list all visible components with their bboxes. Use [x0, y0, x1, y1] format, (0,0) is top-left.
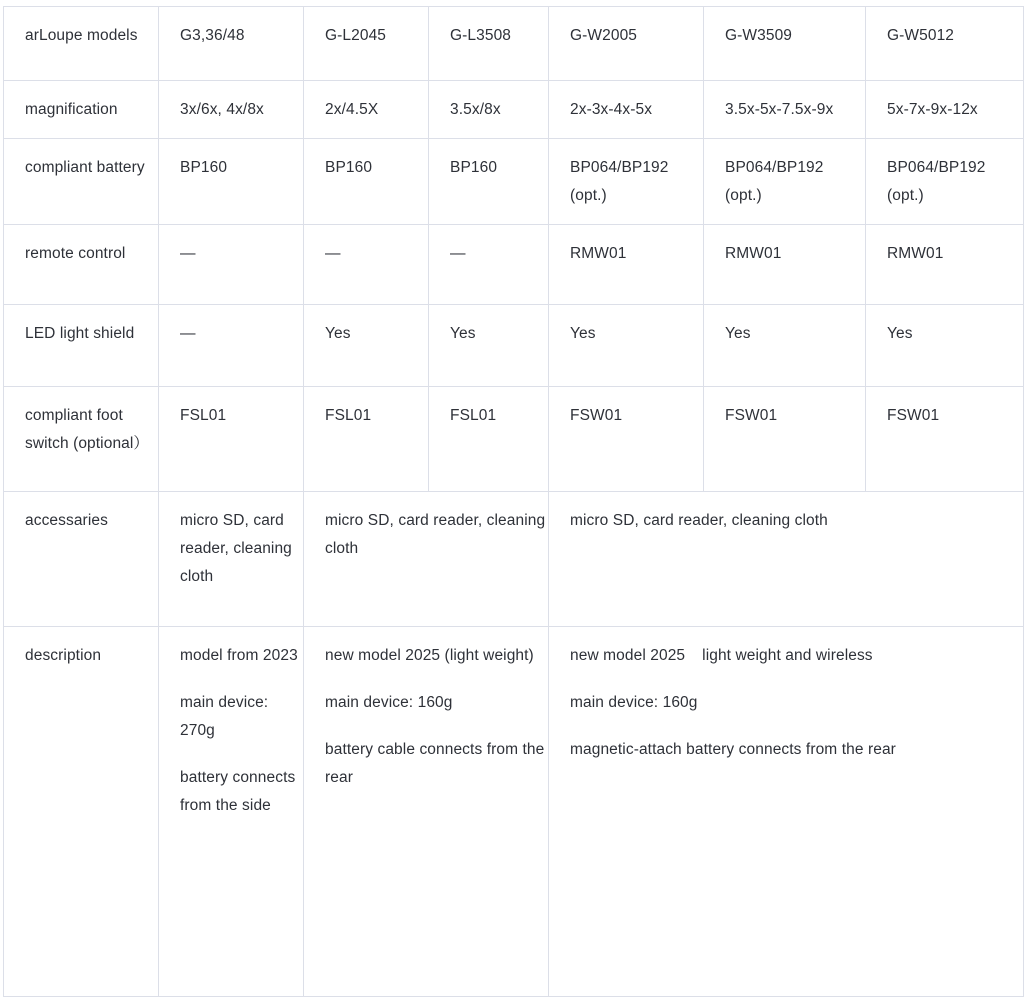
cell-remote-gl3508: — [429, 225, 549, 305]
cell-footswitch-gw5012: FSW01 [866, 387, 1024, 492]
cell-models-gw5012: G-W5012 [866, 7, 1024, 81]
cell-remote-gl2045: — [304, 225, 429, 305]
description-w-paragraph-2: main device: 160g [570, 694, 698, 711]
cell-description-l-series [304, 627, 549, 997]
cell-accessaries-l-series: micro SD, card reader, cleaning cloth [304, 492, 549, 627]
table-row-remote-control [4, 225, 1024, 305]
table-row-description [4, 627, 1024, 997]
description-w-paragraph-3: magnetic-attach battery connects from the rear [570, 741, 896, 758]
row-header-compliant-foot-switch: compliant foot switch (optional） [4, 387, 159, 492]
description-l-paragraph-2: main device: 160g [325, 694, 453, 711]
table-row-compliant-foot-switch [4, 387, 1024, 492]
cell-models-gw3509: G-W3509 [704, 7, 866, 81]
battery-model-gw5012: BP064/BP192 [887, 159, 986, 176]
row-header-led-light-shield: LED light shield [4, 305, 159, 387]
cell-footswitch-gl3508: FSL01 [429, 387, 549, 492]
battery-model-gw3509: BP064/BP192 [725, 159, 824, 176]
cell-footswitch-gl2045: FSL01 [304, 387, 429, 492]
row-header-compliant-battery: compliant battery [4, 139, 159, 225]
cell-magnification-gw3509: 3.5x-5x-7.5x-9x [704, 81, 866, 139]
cell-battery-g3: BP160 [159, 139, 304, 225]
cell-accessaries-g3: micro SD, card reader, cleaning cloth [159, 492, 304, 627]
cell-magnification-gl2045: 2x/4.5X [304, 81, 429, 139]
cell-led-gl3508: Yes [429, 305, 549, 387]
cell-magnification-gw2005: 2x-3x-4x-5x [549, 81, 704, 139]
cell-led-g3: — [159, 305, 304, 387]
cell-remote-gw3509: RMW01 [704, 225, 866, 305]
cell-models-gl2045: G-L2045 [304, 7, 429, 81]
cell-remote-g3: — [159, 225, 304, 305]
cell-footswitch-gw2005: FSW01 [549, 387, 704, 492]
description-w-model-text: new model 2025 [570, 647, 686, 664]
cell-footswitch-g3: FSL01 [159, 387, 304, 492]
cell-led-gl2045: Yes [304, 305, 429, 387]
row-header-models: arLoupe models [4, 7, 159, 81]
description-l-paragraph-1: new model 2025 (light weight) [325, 647, 534, 664]
cell-led-gw5012: Yes [866, 305, 1024, 387]
cell-models-gw2005: G-W2005 [549, 7, 704, 81]
description-l-paragraph-3: battery cable connects from the rear [325, 741, 545, 786]
description-w-feature-text: light weight and wireless [702, 647, 873, 664]
cell-remote-gw5012: RMW01 [866, 225, 1024, 305]
cell-battery-gw2005 [549, 139, 704, 225]
cell-battery-gl3508: BP160 [429, 139, 549, 225]
cell-battery-gl2045: BP160 [304, 139, 429, 225]
cell-description-g3 [159, 627, 304, 997]
cell-led-gw2005: Yes [549, 305, 704, 387]
table-row-accessaries [4, 492, 1024, 627]
arloupe-spec-table [3, 6, 1024, 997]
battery-optional-gw5012: (opt.) [887, 187, 924, 204]
row-header-remote-control: remote control [4, 225, 159, 305]
description-g3-paragraph-3: battery connects from the side [180, 769, 296, 814]
battery-optional-gw2005: (opt.) [570, 187, 607, 204]
cell-accessaries-w-series: micro SD, card reader, cleaning cloth [549, 492, 1024, 627]
description-w-paragraph-1 [570, 642, 1023, 670]
cell-magnification-g3: 3x/6x, 4x/8x [159, 81, 304, 139]
row-header-accessaries: accessaries [4, 492, 159, 627]
row-header-magnification: magnification [4, 81, 159, 139]
description-g3-paragraph-2: main device: 270g [180, 694, 269, 739]
row-header-description: description [4, 627, 159, 997]
cell-magnification-gw5012: 5x-7x-9x-12x [866, 81, 1024, 139]
table-row-magnification [4, 81, 1024, 139]
cell-description-w-series [549, 627, 1024, 997]
battery-optional-gw3509: (opt.) [725, 187, 762, 204]
cell-footswitch-gw3509: FSW01 [704, 387, 866, 492]
cell-magnification-gl3508: 3.5x/8x [429, 81, 549, 139]
table-row-models [4, 7, 1024, 81]
cell-models-gl3508: G-L3508 [429, 7, 549, 81]
cell-models-g3: G3,36/48 [159, 7, 304, 81]
description-g3-paragraph-1: model from 2023 [180, 647, 298, 664]
cell-battery-gw3509 [704, 139, 866, 225]
table-row-compliant-battery [4, 139, 1024, 225]
table-row-led-light-shield [4, 305, 1024, 387]
cell-led-gw3509: Yes [704, 305, 866, 387]
cell-remote-gw2005: RMW01 [549, 225, 704, 305]
cell-battery-gw5012 [866, 139, 1024, 225]
battery-model-gw2005: BP064/BP192 [570, 159, 669, 176]
